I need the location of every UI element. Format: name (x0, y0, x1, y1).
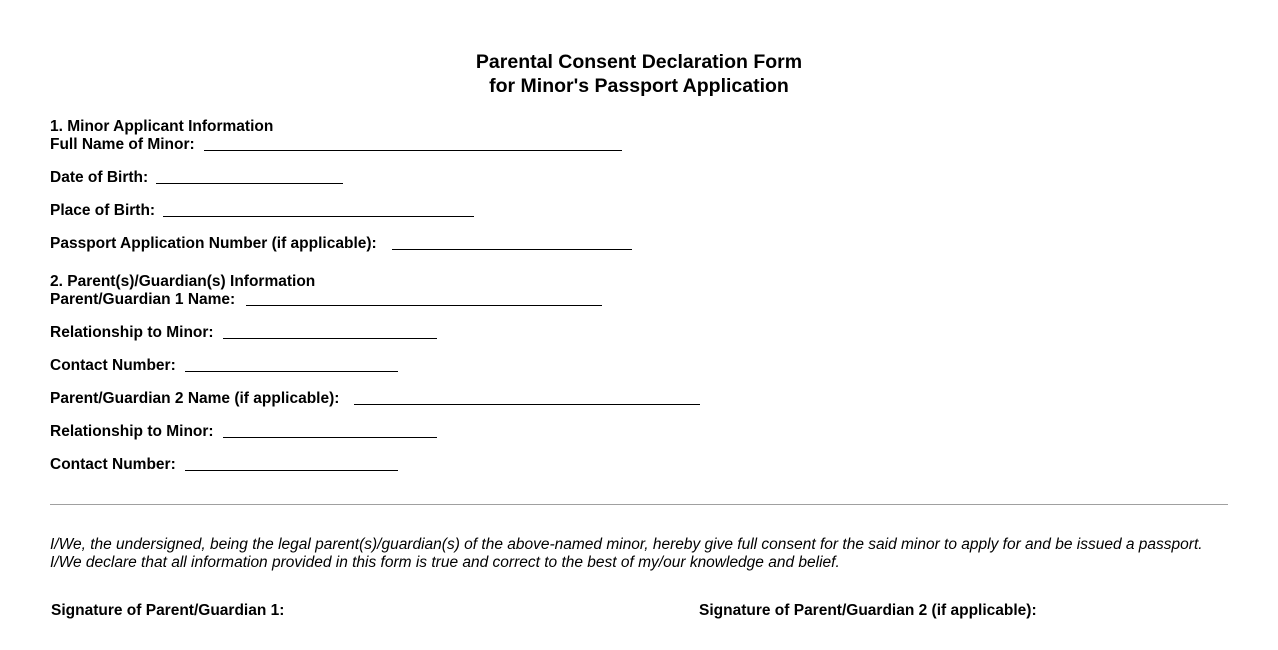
guardian2-contact-field[interactable] (185, 470, 398, 471)
dob-field[interactable] (156, 183, 343, 184)
full-name-field[interactable] (204, 150, 622, 151)
section1-heading: 1. Minor Applicant Information (50, 118, 274, 135)
form-title-line1: Parental Consent Declaration Form (475, 51, 803, 73)
guardian2-name-label: Parent/Guardian 2 Name (if applicable): (50, 390, 340, 407)
passport-app-number-label: Passport Application Number (if applicable): (50, 235, 377, 252)
guardian2-name-field[interactable] (354, 404, 700, 405)
full-name-label: Full Name of Minor: (50, 136, 195, 153)
section2-heading: 2. Parent(s)/Guardian(s) Information (50, 273, 316, 290)
signature-guardian2-label: Signature of Parent/Guardian 2 (if applicable): (699, 602, 1037, 619)
guardian1-relationship-field[interactable] (223, 338, 437, 339)
form-title-line2: for Minor's Passport Application (489, 75, 789, 97)
guardian1-contact-field[interactable] (185, 371, 398, 372)
guardian1-relationship-label: Relationship to Minor: (50, 324, 214, 341)
guardian2-relationship-field[interactable] (223, 437, 437, 438)
signature-guardian1-label: Signature of Parent/Guardian 1: (51, 602, 285, 619)
declaration-text: I/We, the undersigned, being the legal parent(s)/guardian(s) of the above-named minor, hereby give full consent for the said minor to apply for and be issued a passport. I/We declare that all information provided in this form is true and correct to the best of my/our knowledge and belief. (50, 536, 1203, 571)
passport-app-number-field[interactable] (392, 249, 632, 250)
guardian1-name-label: Parent/Guardian 1 Name: (50, 291, 236, 308)
guardian1-contact-label: Contact Number: (50, 357, 176, 374)
place-of-birth-label: Place of Birth: (50, 202, 156, 219)
guardian2-contact-label: Contact Number: (50, 456, 176, 473)
place-of-birth-field[interactable] (163, 216, 474, 217)
divider (50, 504, 1228, 505)
dob-label: Date of Birth: (50, 169, 149, 186)
guardian1-name-field[interactable] (246, 305, 602, 306)
guardian2-relationship-label: Relationship to Minor: (50, 423, 214, 440)
